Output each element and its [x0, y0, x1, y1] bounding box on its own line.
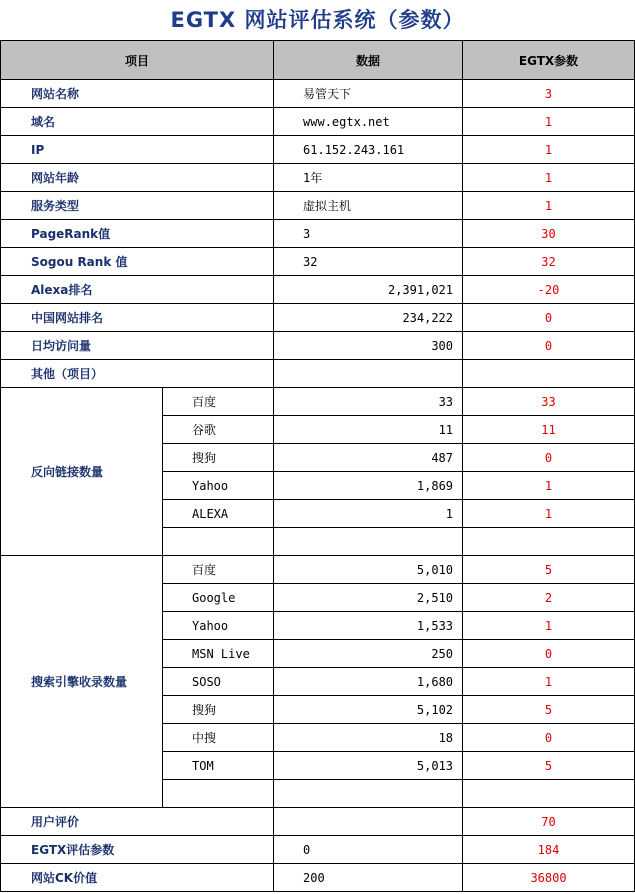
- engine-value: 5,013: [274, 752, 463, 780]
- engine-name: 谷歌: [163, 416, 274, 444]
- row-param: 32: [463, 248, 635, 276]
- engine-param: 5: [463, 696, 635, 724]
- evaluation-table: [0, 40, 635, 892]
- engine-param: 5: [463, 556, 635, 584]
- engine-name: Yahoo: [163, 612, 274, 640]
- row-param: 0: [463, 304, 635, 332]
- row-param: -20: [463, 276, 635, 304]
- row-value: 0: [274, 836, 463, 864]
- header-item: 项目: [1, 41, 274, 80]
- engine-value: 250: [274, 640, 463, 668]
- engine-name: ALEXA: [163, 500, 274, 528]
- engine-value: 487: [274, 444, 463, 472]
- row-label: 其他（项目）: [1, 360, 274, 388]
- row-value: 1年: [274, 164, 463, 192]
- row-value: www.egtx.net: [274, 108, 463, 136]
- row-value: [274, 808, 463, 836]
- group-label: 反向链接数量: [1, 388, 163, 556]
- row-label: Alexa排名: [1, 276, 274, 304]
- engine-name: [163, 528, 274, 556]
- row-label: 用户评价: [1, 808, 274, 836]
- engine-value: 5,010: [274, 556, 463, 584]
- engine-name: 中搜: [163, 724, 274, 752]
- row-value: 234,222: [274, 304, 463, 332]
- engine-name: Yahoo: [163, 472, 274, 500]
- row-param: 70: [463, 808, 635, 836]
- engine-name: SOSO: [163, 668, 274, 696]
- header-param: EGTX参数: [463, 41, 635, 80]
- engine-value: [274, 528, 463, 556]
- engine-name: MSN Live: [163, 640, 274, 668]
- engine-name: 搜狗: [163, 696, 274, 724]
- row-label: 网站名称: [1, 80, 274, 108]
- engine-name: [163, 780, 274, 808]
- row-value: 61.152.243.161: [274, 136, 463, 164]
- engine-param: 1: [463, 612, 635, 640]
- table-row: [1, 808, 635, 836]
- engine-value: 11: [274, 416, 463, 444]
- engine-value: [274, 780, 463, 808]
- engine-name: Google: [163, 584, 274, 612]
- engine-param: 0: [463, 724, 635, 752]
- row-label: 网站年龄: [1, 164, 274, 192]
- row-value: 易管天下: [274, 80, 463, 108]
- table-row: [1, 836, 635, 864]
- engine-param: 1: [463, 500, 635, 528]
- table-row: [1, 192, 635, 220]
- row-param: 1: [463, 136, 635, 164]
- row-label: EGTX评估参数: [1, 836, 274, 864]
- engine-param: 0: [463, 444, 635, 472]
- table-row: [1, 276, 635, 304]
- row-param: 0: [463, 332, 635, 360]
- row-value: 300: [274, 332, 463, 360]
- row-param: 1: [463, 164, 635, 192]
- table-row: [1, 80, 635, 108]
- engine-name: 搜狗: [163, 444, 274, 472]
- row-label: Sogou Rank 值: [1, 248, 274, 276]
- engine-value: 2,510: [274, 584, 463, 612]
- row-param: 36800: [463, 864, 635, 892]
- row-param: 30: [463, 220, 635, 248]
- engine-value: 1,533: [274, 612, 463, 640]
- row-value: 2,391,021: [274, 276, 463, 304]
- header-row: [1, 41, 635, 80]
- row-label: 中国网站排名: [1, 304, 274, 332]
- engine-value: 1,869: [274, 472, 463, 500]
- engine-param: [463, 780, 635, 808]
- row-label: 日均访问量: [1, 332, 274, 360]
- row-param: [463, 360, 635, 388]
- table-row: [1, 304, 635, 332]
- engine-param: 5: [463, 752, 635, 780]
- engine-param: 0: [463, 640, 635, 668]
- engine-value: 5,102: [274, 696, 463, 724]
- row-param: 1: [463, 108, 635, 136]
- engine-name: 百度: [163, 388, 274, 416]
- row-value: 3: [274, 220, 463, 248]
- engine-value: 18: [274, 724, 463, 752]
- row-label: 域名: [1, 108, 274, 136]
- engine-value: 1,680: [274, 668, 463, 696]
- table-row: [1, 332, 635, 360]
- evaluation-table-body: [1, 41, 635, 892]
- row-param: 1: [463, 192, 635, 220]
- row-value: 200: [274, 864, 463, 892]
- engine-value: 1: [274, 500, 463, 528]
- engine-param: 2: [463, 584, 635, 612]
- engine-param: 33: [463, 388, 635, 416]
- table-row: [1, 136, 635, 164]
- table-row: [1, 164, 635, 192]
- engine-param: 1: [463, 668, 635, 696]
- engine-value: 33: [274, 388, 463, 416]
- table-row: [1, 864, 635, 892]
- row-value: [274, 360, 463, 388]
- row-label: PageRank值: [1, 220, 274, 248]
- table-row: [1, 220, 635, 248]
- table-row: [1, 388, 635, 416]
- row-value: 虚拟主机: [274, 192, 463, 220]
- row-label: IP: [1, 136, 274, 164]
- group-label: 搜索引擎收录数量: [1, 556, 163, 808]
- table-row: [1, 360, 635, 388]
- row-param: 184: [463, 836, 635, 864]
- engine-param: 11: [463, 416, 635, 444]
- engine-name: TOM: [163, 752, 274, 780]
- row-value: 32: [274, 248, 463, 276]
- engine-param: 1: [463, 472, 635, 500]
- row-label: 网站CK价值: [1, 864, 274, 892]
- row-label: 服务类型: [1, 192, 274, 220]
- table-row: [1, 108, 635, 136]
- page-title: EGTX 网站评估系统（参数）: [170, 8, 465, 32]
- engine-name: 百度: [163, 556, 274, 584]
- table-row: [1, 248, 635, 276]
- row-param: 3: [463, 80, 635, 108]
- header-data: 数据: [274, 41, 463, 80]
- engine-param: [463, 528, 635, 556]
- table-row: [1, 556, 635, 584]
